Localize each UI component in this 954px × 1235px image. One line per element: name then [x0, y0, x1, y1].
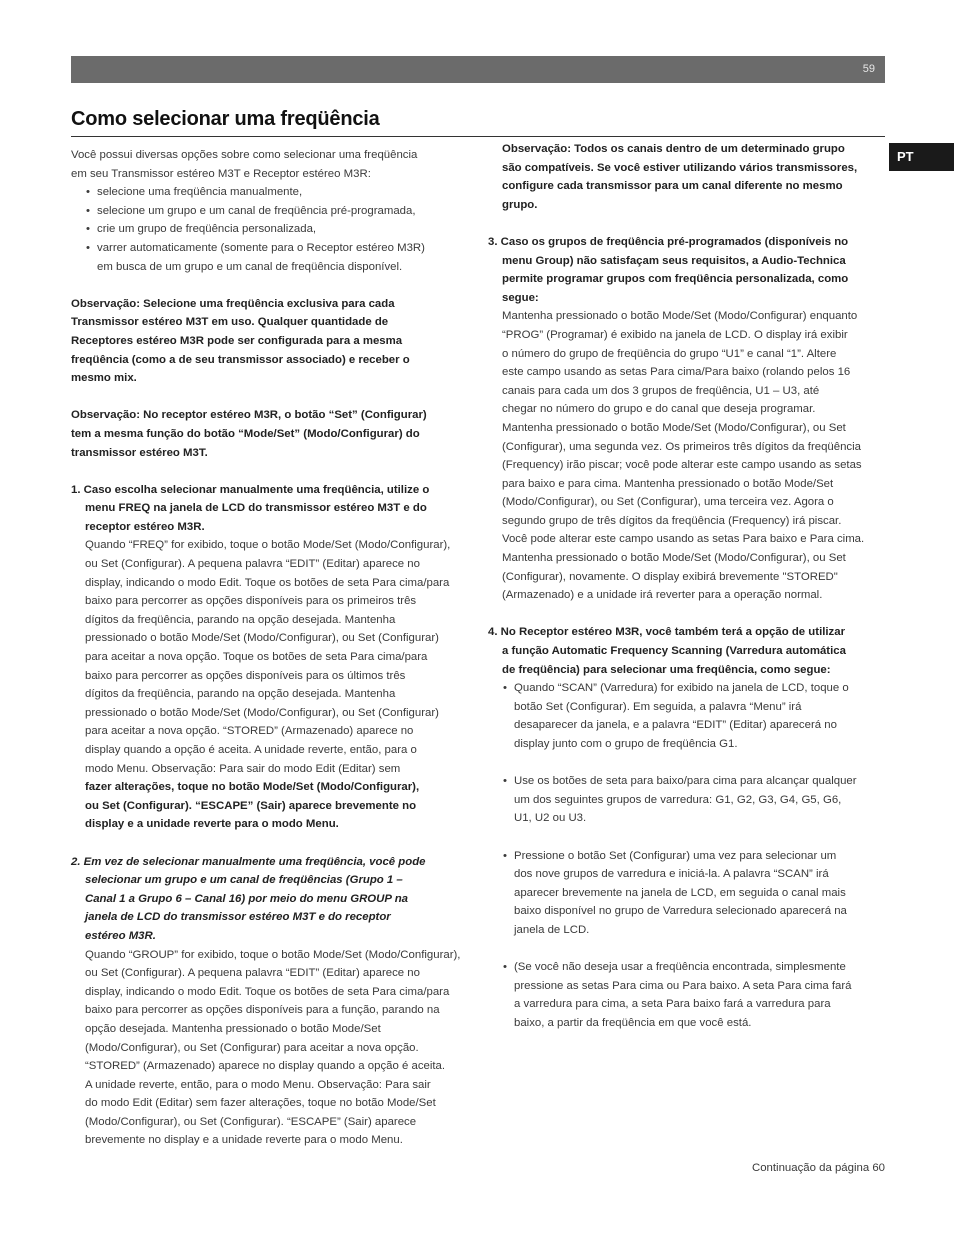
step-1-text: Quando “FREQ” for exibido, toque o botão Mode/Set (Modo/Configurar),: [85, 539, 451, 552]
step-1-text: pressionado o botão Mode/Set (Modo/Configurar), ou Set (Configurar): [85, 632, 439, 645]
step-4-heading: 4. No Receptor estéreo M3R, você também terá a opção de utilizar: [488, 626, 846, 639]
note-line: freqüência (como a de seu transmissor associado) e receber o: [71, 353, 410, 366]
scan-bullet: • Pressione o botão Set (Configurar) uma vez para selecionar um: [488, 847, 888, 866]
bullet-continuation-text: em busca de um grupo e um canal de freqüência disponível.: [97, 260, 403, 273]
note-line: mesmo mix.: [71, 372, 137, 385]
scan-bullet-text: a varredura para cima, a seta Para baixo fará a varredura para: [514, 998, 831, 1011]
note-line: Observação: Todos os canais dentro de um determinado grupo: [502, 143, 845, 155]
scan-bullet-text: desaparecer da janela, e a palavra “EDIT” (Editar) aparecerá no: [514, 719, 837, 732]
step-4-heading: de freqüência) para selecionar uma freqüência, como segue:: [502, 663, 831, 676]
step-2-text: display, indicando o modo Edit. Toque os botões de seta Para cima/para: [85, 985, 450, 998]
step-2-text: “STORED” (Armazenado) aparece no display quando a opção é aceita.: [85, 1060, 446, 1073]
step-3-heading: menu Group) não satisfaçam seus requisitos, a Audio-Technica: [502, 254, 846, 267]
step-3-text: Mantenha pressionado o botão Mode/Set (Modo/Configurar), ou Set: [502, 552, 846, 565]
step-3-heading: segue:: [502, 291, 539, 304]
scan-bullet-text: botão Set (Configurar). Em seguida, a palavra “Menu” irá: [514, 700, 802, 713]
step-3-text: (Modo/Configurar), ou Set (Configurar), uma terceira vez. Agora o: [502, 496, 834, 509]
step-1-text: dígitos da freqüência, parando na opção desejada. Mantenha: [85, 613, 396, 626]
step-1-text: baixo para percorrer as opções disponíveis para os primeiros três: [85, 595, 417, 608]
scan-bullet: • (Se você não deseja usar a freqüência encontrada, simplesmente: [488, 958, 888, 977]
step-1-text: dígitos da freqüência, parando na opção desejada. Mantenha: [85, 688, 396, 701]
note-line: tem a mesma função do botão “Mode/Set” (Modo/Configurar) do: [71, 427, 420, 440]
step-2-heading: selecionar um grupo e um canal de freqüências (Grupo 1 –: [85, 874, 403, 887]
scan-bullet-text: display junto com o grupo de freqüência G1.: [514, 738, 738, 750]
step-1-text: para aceitar a nova opção. “STORED” (Armazenado) aparece no: [85, 725, 414, 738]
step-2-text: (Modo/Configurar), ou Set (Configurar). “ESCAPE” (Sair) aparece: [85, 1115, 417, 1128]
step-1-text: pressionado o botão Mode/Set (Modo/Configurar), ou Set (Configurar): [85, 706, 439, 719]
step-3-text: para baixo e para cima. Mantenha pressionado o botão Mode/Set: [502, 477, 834, 490]
step-3-text: este campo usando as setas Para cima/Para baixo (rolando pelos 16: [502, 366, 851, 379]
step-3-text: Mantenha pressionado o botão Mode/Set (Modo/Configurar) enquanto: [502, 310, 858, 323]
step-2-text: (Modo/Configurar), ou Set (Configurar) para aceitar a nova opção.: [85, 1041, 419, 1054]
step-2-text: brevemente no display e a unidade reverte para o modo Menu.: [85, 1134, 403, 1147]
intro-line: em seu Transmissor estéreo M3T e Receptor estéreo M3R:: [71, 167, 371, 180]
scan-bullet-text: um dos seguintes grupos de varredura: G1, G2, G3, G4, G5, G6,: [514, 793, 842, 806]
scan-bullet-text: aparecer brevemente na janela de LCD, em seguida o canal mais: [514, 886, 846, 899]
note-line: configure cada transmissor para um canal diferente no mesmo: [502, 180, 843, 193]
step-3-text: “PROG” (Programar) é exibido na janela de LCD. O display irá exibir: [502, 328, 848, 341]
continuation-note: Continuação da página 60: [751, 1162, 885, 1174]
step-3-text: (Frequency) irão piscar; você pode alterar este campo usando as setas: [502, 459, 862, 472]
scan-bullet-text: pressione as setas Para cima ou Para baixo. A seta Para cima fará: [514, 979, 852, 992]
step-2-text: opção desejada. Mantenha pressionado o botão Mode/Set: [85, 1022, 381, 1035]
step-3-text: Você pode alterar este campo usando as setas Para baixo e Para cima.: [502, 533, 865, 546]
step-1-heading: 1. Caso escolha selecionar manualmente uma freqüência, utilize o: [71, 483, 430, 496]
page-title: Como selecionar uma freqüência: [71, 108, 380, 130]
right-column: [488, 140, 888, 1033]
step-2-text: baixo para percorrer as opções disponíveis para a função, parando na: [85, 1004, 440, 1017]
step-1-text: baixo para percorrer as opções disponíveis para os últimos três: [85, 669, 406, 682]
step-1-heading: menu FREQ na janela de LCD do transmissor estéreo M3T e do: [85, 502, 427, 515]
step-1-text: modo Menu. Observação: Para sair do modo Edit (Editar) sem: [85, 762, 401, 775]
option-bullet-continued: [71, 258, 471, 277]
title-divider: [71, 136, 885, 137]
step-3-text: o número do grupo de freqüência do grupo “U1” e canal “1”. Altere: [502, 347, 837, 360]
intro-line: Você possui diversas opções sobre como selecionar uma freqüência: [71, 149, 418, 161]
scan-bullet: • Quando “SCAN” (Varredura) for exibido na janela de LCD, toque o: [488, 679, 888, 698]
note-line: Transmissor estéreo M3T em uso. Qualquer quantidade de: [71, 316, 389, 329]
scan-bullet: • Use os botões de seta para baixo/para cima para alcançar qualquer: [488, 772, 888, 791]
note-line: Observação: No receptor estéreo M3R, o botão “Set” (Configurar): [71, 409, 427, 422]
note-line: transmissor estéreo M3T.: [71, 446, 208, 459]
step-3-text: (Armazenado) e a unidade irá reverter para a operação normal.: [502, 589, 823, 602]
option-bullet: • varrer automaticamente (somente para o Receptor estéreo M3R): [71, 239, 471, 258]
note-line: grupo.: [502, 198, 538, 211]
step-2-text: Quando “GROUP” for exibido, toque o botão Mode/Set (Modo/Configurar),: [85, 948, 461, 961]
note-line: são compatíveis. Se você estiver utilizando vários transmissores,: [502, 161, 858, 174]
step-2-heading: Canal 1 a Grupo 6 – Canal 16) por meio do menu GROUP na: [85, 892, 409, 905]
step-1-text: ou Set (Configurar). A pequena palavra “EDIT” (Editar) aparece no: [85, 558, 420, 571]
step-1-text: display, indicando o modo Edit. Toque os botões de seta Para cima/para: [85, 576, 450, 589]
step-4-heading: a função Automatic Frequency Scanning (Varredura automática: [502, 645, 846, 658]
scan-bullet-text: baixo, a partir da freqüência em que você está.: [514, 1016, 752, 1029]
scan-bullet-text: baixo disponível no grupo de Varredura selecionado aparecerá na: [514, 905, 847, 918]
note-line: Receptores estéreo M3R pode ser configurada para a mesma: [71, 334, 403, 347]
step-1-text: display quando a opção é aceita. A unidade reverte, então, para o: [85, 744, 417, 756]
step-3-text: Mantenha pressionado o botão Mode/Set (Modo/Configurar), ou Set: [502, 421, 846, 434]
step-1-heading: receptor estéreo M3R.: [85, 520, 205, 533]
option-bullet: • selecione uma freqüência manualmente,: [71, 183, 471, 202]
page-number: 59: [862, 63, 875, 75]
header-bar: [71, 56, 885, 83]
option-bullet: • selecione um grupo e um canal de freqüência pré-programada,: [71, 202, 471, 221]
step-1-text: ou Set (Configurar). “ESCAPE” (Sair) aparece brevemente no: [85, 799, 417, 812]
step-3-text: (Configurar), novamente. O display exibirá brevemente "STORED": [502, 570, 838, 583]
step-2-heading: janela de LCD do transmissor estéreo M3T e do receptor: [85, 911, 391, 924]
step-2-text: A unidade reverte, então, para o modo Menu. Observação: Para sair: [85, 1078, 431, 1091]
step-2-heading: 2. Em vez de selecionar manualmente uma freqüência, você pode: [71, 855, 426, 868]
left-column: [71, 146, 471, 1150]
language-tab: PT: [889, 143, 954, 171]
note-line: Observação: Selecione uma freqüência exclusiva para cada: [71, 297, 395, 310]
step-1-text: display e a unidade reverte para o modo Menu.: [85, 818, 339, 831]
scan-bullet-text: dos nove grupos de varredura e iniciá-la. A palavra “SCAN” irá: [514, 868, 829, 881]
step-1-text: para aceitar a nova opção. Toque os botões de seta Para cima/para: [85, 651, 428, 664]
scan-bullet-text: U1, U2 ou U3.: [514, 812, 587, 825]
step-2-heading: estéreo M3R.: [85, 929, 156, 942]
option-bullet: • crie um grupo de freqüência personalizada,: [71, 220, 471, 239]
scan-bullet-text: janela de LCD.: [514, 923, 590, 936]
step-3-text: (Configurar), uma segunda vez. Os primeiros três dígitos da freqüência: [502, 440, 861, 453]
step-2-text: ou Set (Configurar). A pequena palavra “EDIT” (Editar) aparece no: [85, 967, 420, 980]
step-3-text: canais para cada um dos 3 grupos de freqüência, U1 – U3, até: [502, 384, 820, 397]
step-3-text: segundo grupo de três dígitos da freqüência (Frequency) irá piscar.: [502, 514, 842, 527]
step-3-heading: permite programar grupos com freqüência personalizada, como: [502, 273, 849, 286]
step-3-heading: 3. Caso os grupos de freqüência pré-programados (disponíveis no: [488, 235, 849, 248]
step-2-text: do modo Edit (Editar) sem fazer alterações, toque no botão Mode/Set: [85, 1097, 436, 1110]
step-3-text: chegar no número do grupo e do canal que deseja programar.: [502, 403, 816, 416]
step-1-text: fazer alterações, toque no botão Mode/Set (Modo/Configurar),: [85, 781, 420, 794]
